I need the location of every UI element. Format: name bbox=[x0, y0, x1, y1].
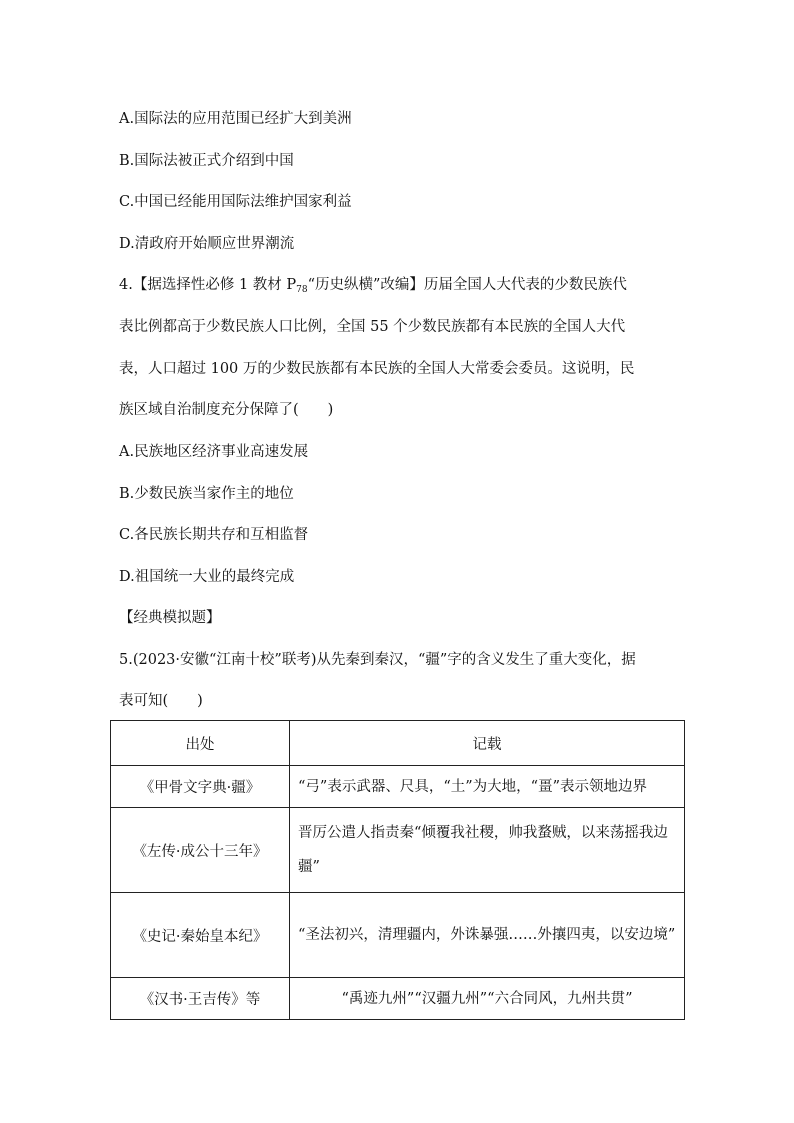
q4-option-a: A.民族地区经济事业高速发展 bbox=[119, 444, 309, 460]
table-cell-source: 《史记·秦始皇本纪》 bbox=[111, 893, 290, 978]
header-source: 出处 bbox=[111, 721, 290, 766]
section-title: 【经典模拟题】 bbox=[119, 610, 221, 626]
q3-option-d: D.清政府开始顺应世界潮流 bbox=[119, 236, 295, 252]
q5-stem-line-1: 5.(2023·安徽“江南十校”联考)从先秦到秦汉，“疆”字的含义发生了重大变化，据 bbox=[119, 652, 636, 668]
table-header-row bbox=[111, 721, 685, 766]
table-row bbox=[111, 978, 685, 1020]
q4-option-d: D.祖国统一大业的最终完成 bbox=[119, 569, 295, 585]
table-cell-record: “禹迹九州”“汉疆九州”“六合同风，九州共贯” bbox=[290, 978, 685, 1020]
table-cell-source: 《汉书·王吉传》等 bbox=[111, 978, 290, 1020]
table-row bbox=[111, 808, 685, 893]
q4-stem-line-1 bbox=[119, 275, 627, 300]
q4-stem-line-4: 族区域自治制度充分保障了( ) bbox=[119, 402, 334, 418]
sources-table bbox=[110, 720, 685, 1020]
table-row bbox=[111, 893, 685, 978]
table-cell-source: 《甲骨文字典·疆》 bbox=[111, 766, 290, 808]
q4-option-c: C.各民族长期共存和互相监督 bbox=[119, 527, 309, 543]
header-record: 记载 bbox=[290, 721, 685, 766]
q4-prefix: 4.【据选择性必修 1 教材 P bbox=[119, 277, 297, 293]
q4-option-b: B.少数民族当家作主的地位 bbox=[119, 486, 294, 502]
q3-option-b: B.国际法被正式介绍到中国 bbox=[119, 153, 294, 169]
table-cell-source: 《左传·成公十三年》 bbox=[111, 808, 290, 893]
q4-page-subscript: 78 bbox=[296, 285, 308, 295]
table-cell-record: 晋厉公遣人指责秦“倾覆我社稷，帅我蝥贼，以来荡摇我边疆” bbox=[290, 808, 685, 893]
table-row bbox=[111, 766, 685, 808]
table-cell-record: “圣法初兴，清理疆内，外诛暴强……外攘四夷，以安边境” bbox=[290, 893, 685, 978]
q4-line1-rest: “历史纵横”改编】历届全国人大代表的少数民族代 bbox=[307, 277, 627, 293]
table-cell-record: “弓”表示武器、尺具，“土”为大地，“畺”表示领地边界 bbox=[290, 766, 685, 808]
q4-stem-line-3: 表，人口超过 100 万的少数民族都有本民族的全国人大常委会委员。这说明，民 bbox=[119, 361, 635, 377]
q5-stem-line-2: 表可知( ) bbox=[119, 693, 203, 709]
q4-stem-line-2: 表比例都高于少数民族人口比例，全国 55 个少数民族都有本民族的全国人大代 bbox=[119, 319, 626, 335]
q3-option-c: C.中国已经能用国际法维护国家利益 bbox=[119, 194, 352, 210]
q3-option-a: A.国际法的应用范围已经扩大到美洲 bbox=[119, 111, 352, 127]
